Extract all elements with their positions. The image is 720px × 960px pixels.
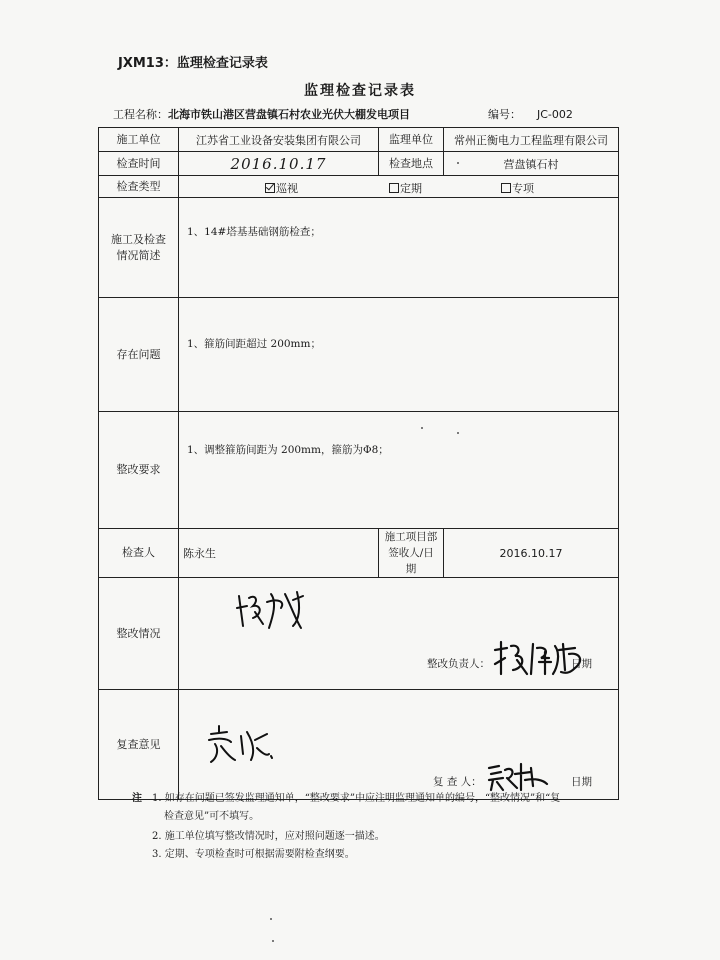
scan-speck bbox=[270, 918, 272, 920]
review-label: 复查意见 bbox=[99, 690, 179, 800]
document-title: 监理检查记录表 bbox=[304, 83, 416, 99]
situation-label: 施工及检查 情况简述 bbox=[99, 198, 179, 298]
requirement-label: 整改要求 bbox=[99, 412, 179, 529]
checkbox-icon bbox=[389, 183, 399, 193]
inspect-type-options bbox=[179, 176, 619, 198]
handwritten-done-signature bbox=[233, 588, 323, 634]
requirement-value: 1、调整箍筋间距为 200mm，箍筋为Φ8； bbox=[187, 444, 389, 456]
note-item: 检查意见”可不填写。 bbox=[164, 811, 260, 822]
situation-value: 1、14#塔基基础钢筋检查； bbox=[187, 226, 321, 238]
checkbox-icon bbox=[501, 183, 511, 193]
inspector-value: 陈永生 bbox=[179, 529, 379, 578]
number-label: 编号： bbox=[488, 108, 521, 121]
type-option-periodic[interactable]: 定期 bbox=[389, 180, 422, 196]
scan-speck bbox=[457, 432, 459, 434]
type-option-patrol[interactable]: 巡视 bbox=[265, 180, 298, 196]
signer-date: 2016.10.17 bbox=[444, 529, 619, 578]
inspection-record-table bbox=[98, 127, 619, 800]
review-cell bbox=[179, 690, 619, 800]
number-value: JC-002 bbox=[537, 108, 573, 121]
construction-unit-value: 江苏省工业设备安装集团有限公司 bbox=[179, 128, 379, 152]
rectify-cell bbox=[179, 578, 619, 690]
scan-speck bbox=[457, 162, 459, 164]
problem-label: 存在问题 bbox=[99, 298, 179, 412]
situation-cell bbox=[179, 198, 619, 298]
project-name: 北海市铁山港区营盘镇石村农业光伏大棚发电项目 bbox=[168, 108, 410, 121]
construction-unit-label: 施工单位 bbox=[99, 128, 179, 152]
supervision-unit-value: 常州正衡电力工程监理有限公司 bbox=[444, 128, 619, 152]
problem-value: 1、箍筋间距超过 200mm； bbox=[187, 338, 321, 350]
note-item: 1. 如存在问题已签发监理通知单，“整改要求”中应注明监理通知单的编号，“整改情况”和“复 bbox=[152, 793, 561, 804]
project-row bbox=[113, 106, 410, 122]
rectify-label: 整改情况 bbox=[99, 578, 179, 690]
review-date-label: 日期 bbox=[571, 776, 592, 788]
note-item: 2. 施工单位填写整改情况时，应对照问题逐一描述。 bbox=[152, 831, 385, 842]
requirement-cell bbox=[179, 412, 619, 529]
number-row bbox=[488, 106, 573, 122]
handwritten-review-signature bbox=[205, 724, 275, 764]
form-code: JXM13：监理检查记录表 bbox=[118, 56, 268, 71]
inspector-label: 检查人 bbox=[99, 529, 179, 578]
scan-speck bbox=[421, 427, 423, 429]
reviewer-label: 复 查 人： bbox=[433, 776, 482, 788]
reviewer-signature bbox=[485, 760, 551, 794]
checkbox-checked-icon bbox=[265, 183, 275, 193]
project-label: 工程名称： bbox=[113, 108, 168, 121]
supervision-unit-label: 监理单位 bbox=[379, 128, 444, 152]
inspect-type-label: 检查类型 bbox=[99, 176, 179, 198]
problem-cell bbox=[179, 298, 619, 412]
inspect-time-handwritten: 2016.10.17 bbox=[179, 152, 379, 176]
inspect-place-value: 营盘镇石村 bbox=[444, 152, 619, 176]
rectify-date-label: 日期 bbox=[571, 658, 592, 670]
note-item: 3. 定期、专项检查时可根据需要附检查纲要。 bbox=[152, 849, 355, 860]
notes-head: 注 bbox=[132, 793, 142, 804]
rectify-person-label: 整改负责人： bbox=[427, 658, 490, 670]
scan-speck bbox=[272, 940, 274, 942]
inspect-time-label: 检查时间 bbox=[99, 152, 179, 176]
signer-label: 施工项目部 签收人/日期 bbox=[379, 529, 444, 578]
type-option-special[interactable]: 专项 bbox=[501, 180, 534, 196]
inspect-place-label: 检查地点 bbox=[379, 152, 444, 176]
